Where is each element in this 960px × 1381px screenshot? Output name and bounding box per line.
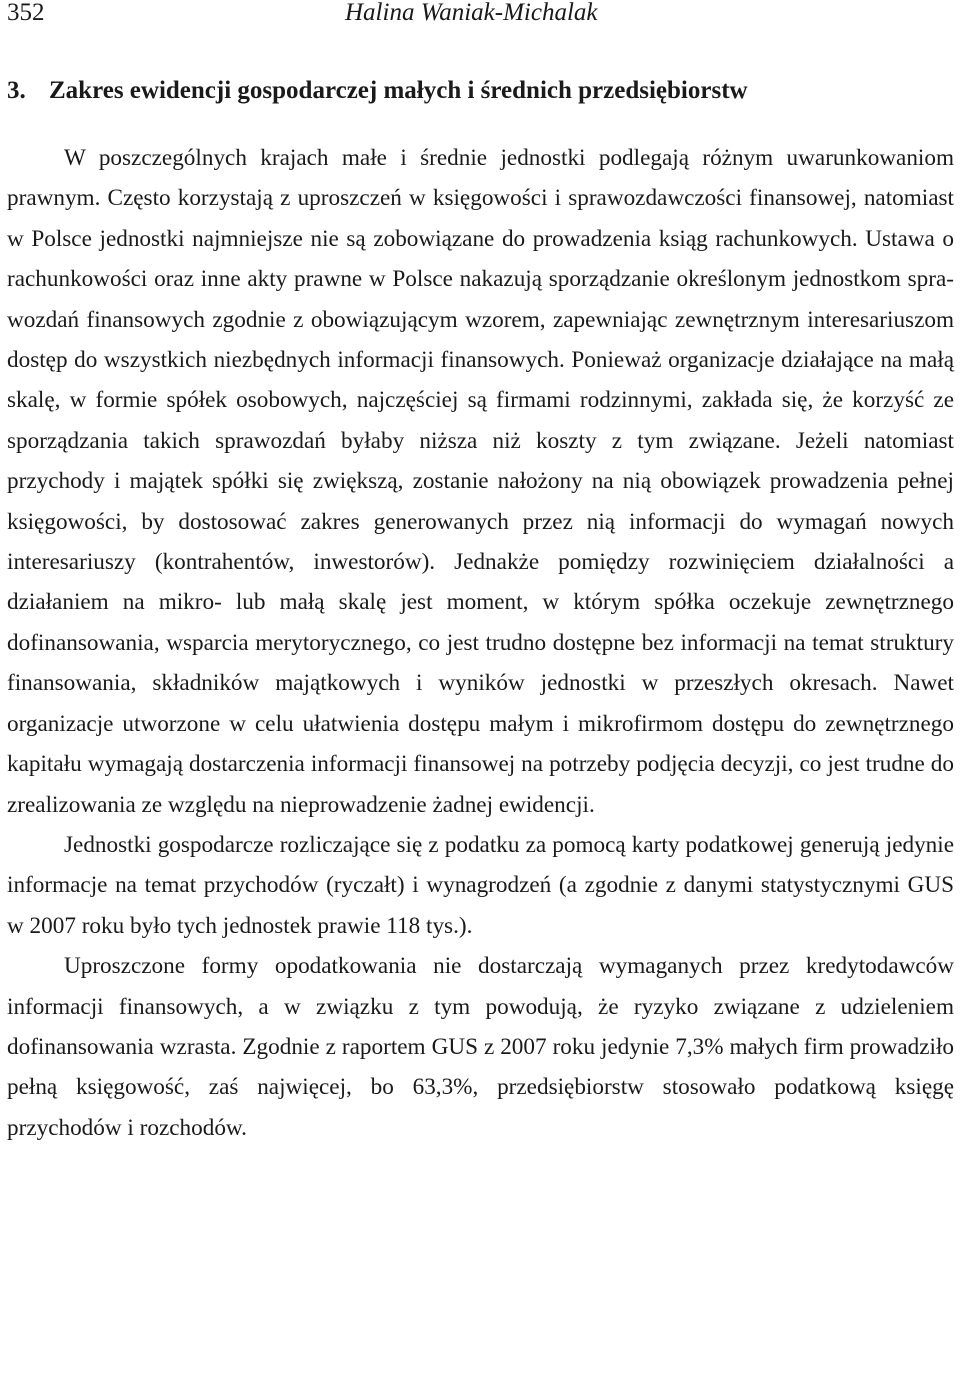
document-page xyxy=(7,0,954,1148)
section-heading xyxy=(7,74,954,108)
running-header xyxy=(7,0,954,28)
section-number: 3. xyxy=(7,77,26,104)
section-title: Zakres ewidencji gospodarczej małych i średnich przedsiębiorstw xyxy=(49,77,748,104)
paragraph-simplified-taxation: Uproszczone formy opodatkowania nie dostarczają wymaganych przez kredytodawców informacji finansowych, a w związku z tym powodują, że ryzyko związane z udzieleniem dofinansowania wzrasta. Zgodnie z raportem GUS z 2007 roku jedynie 7,3% małych firm prowadziło pełną księgowość, zaś najwięcej, bo 63,3%, przedsiębiorstw stosowało podatkową księgę przychodów i rozchodów. xyxy=(7,953,954,1141)
page-number: 352 xyxy=(7,0,45,26)
body-text xyxy=(7,138,954,1148)
running-header-author: Halina Waniak-Michalak xyxy=(345,0,598,26)
paragraph-legal-conditions: W poszczególnych krajach małe i średnie jednostki podlegają różnym uwarunkowaniom prawnym. Często korzystają z uproszczeń w księgowości i sprawozdawczości finansowej, natomiast w Polsce jednostki najmniejsze nie są zobowiązane do prowadzenia ksiąg rachunkowych. Ustawa o rachunkowości oraz inne akty prawne w Polsce nakazują sporządzanie określonym jednostkom sprawozdań finansowych zgodnie z obowiązującym wzorem, zapewniając zewnętrznym interesariuszom dostęp do wszystkich niezbędnych informacji finansowych. Ponieważ organizacje działające na małą skalę, w formie spółek osobowych, najczęściej są firmami rodzinnymi, zakłada się, że korzyść ze sporządzania takich sprawozdań byłaby niższa niż koszty z tym związane. Jeżeli natomiast przychody i majątek spółki się zwiększą, zostanie nałożony na nią obowiązek prowadzenia pełnej księgowości, by dostosować zakres generowanych przez nią informacji do wymagań nowych interesariuszy (kontrahentów, inwestorów). Jednakże pomiędzy rozwinięciem działalności a działaniem na mikro- lub małą skalę jest moment, w którym spółka oczekuje zewnętrznego dofinansowania, wsparcia merytorycznego, co jest trudno dostępne bez informacji na temat struktury finansowania, składników majątkowych i wyników jednostki w przeszłych okresach. Nawet organizacje utworzone w celu ułatwienia dostępu małym i mikrofirmom dostępu do zewnętrznego kapitału wymagają dostarczenia informacji finansowej na potrzeby podjęcia decyzji, co jest trudne do zrealizowania ze względu na nieprowadzenie żadnej ewidencji. xyxy=(7,145,954,818)
paragraph-tax-card-entities: Jednostki gospodarcze rozliczające się z podatku za pomocą karty podatkowej generują jedynie informacje na temat przychodów (ryczałt) i wynagrodzeń (a zgodnie z danymi statystycznymi GUS w 2007 roku było tych jednostek prawie 118 tys.). xyxy=(7,831,954,939)
